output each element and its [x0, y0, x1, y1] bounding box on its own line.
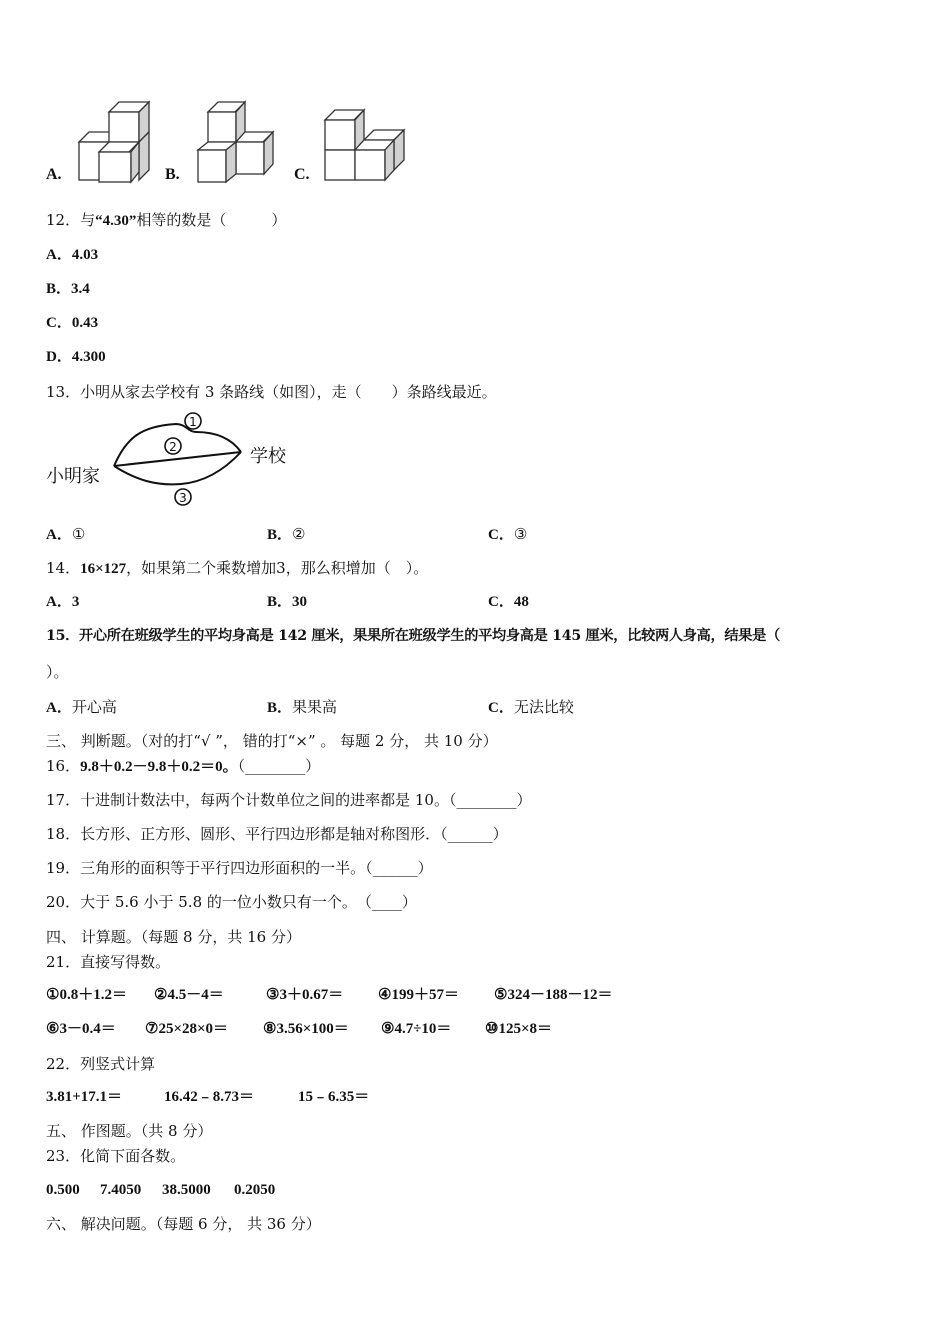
svg-text:3: 3	[179, 491, 187, 505]
section5-title: 五、 作图题。（共 8 分）	[46, 1122, 213, 1140]
q15-stem-line2: ）。	[46, 663, 69, 681]
q22-item-2: 16.42﹣8.73＝	[164, 1089, 255, 1105]
q12-option-a[interactable]: A．4.03	[46, 247, 99, 263]
q21-item-10: ⑩125×8＝	[485, 1021, 552, 1037]
q14-stem: 14．16×127，如果第二个乘数增加3，那么积增加（ ）。	[46, 559, 429, 577]
q23-number-3: 38.5000	[162, 1182, 211, 1198]
q21-stem: 21．直接写得数。	[46, 953, 171, 971]
q11-option-c-label: C.	[294, 166, 310, 183]
q15-option-c[interactable]: C．无法比较	[488, 698, 574, 716]
q18: 18．长方形、正方形、圆形、平行四边形都是轴对称图形．（______）	[46, 825, 508, 843]
q12-option-c[interactable]: C．0.43	[46, 315, 99, 331]
q12-option-b[interactable]: B．3.4	[46, 281, 90, 297]
q21-item-8: ⑧3.56×100＝	[263, 1021, 349, 1037]
section3-title: 三、 判断题。（对的打“√ ”， 错的打“×” 。 每题 2 分， 共 10 分）	[46, 732, 498, 750]
q14-option-b[interactable]: B．30	[267, 594, 308, 610]
svg-text:2: 2	[169, 440, 177, 454]
q15-stem-line1: 15．开心所在班级学生的平均身高是 142 厘米，果果所在班级学生的平均身高是 145 厘米，比较两人身高，结果是（	[46, 628, 780, 644]
home-label: 小明家	[46, 466, 100, 487]
q22-item-1: 3.81+17.1＝	[46, 1089, 123, 1105]
q14-option-c[interactable]: C．48	[488, 594, 529, 610]
q11-option-a-label: A.	[46, 166, 62, 183]
q14-option-a[interactable]: A．3	[46, 594, 80, 610]
q23-stem: 23．化简下面各数。	[46, 1147, 186, 1165]
cube-stack-c-image	[322, 100, 442, 190]
q19: 19．三角形的面积等于平行四边形面积的一半。（______）	[46, 859, 433, 877]
q20: 20．大于 5.6 小于 5.8 的一位小数只有一个。 （____）	[46, 893, 417, 911]
q12-option-d[interactable]: D．4.300	[46, 349, 106, 365]
q21-item-3: ③3＋0.67＝	[266, 987, 344, 1003]
routes-drawing	[46, 408, 306, 513]
q13-stem: 13．小明从家去学校有 3 条路线（如图），走（ ）条路线最近。	[46, 383, 497, 401]
q13-route-diagram	[46, 408, 306, 513]
q21-item-6: ⑥3－0.4＝	[46, 1021, 116, 1037]
q15-option-a[interactable]: A．开心高	[46, 698, 117, 716]
q22-stem: 22．列竖式计算	[46, 1055, 156, 1073]
q17: 17．十进制计数法中，每两个计数单位之间的进率都是 10。（________）	[46, 791, 532, 809]
q13-option-b[interactable]: B．②	[267, 525, 306, 543]
q19-answer-blank[interactable]: （______）	[365, 859, 433, 877]
q21-item-2: ②4.5－4＝	[154, 987, 224, 1003]
q13-option-a[interactable]: A．①	[46, 525, 86, 543]
q13-option-c[interactable]: C．③	[488, 525, 528, 543]
q21-item-5: ⑤324－188－12＝	[494, 987, 613, 1003]
q23-number-2: 7.4050	[100, 1182, 142, 1198]
q16-answer-blank[interactable]: （________）	[237, 757, 321, 775]
q21-item-7: ⑦25×28×0＝	[145, 1021, 229, 1037]
q21-item-4: ④199＋57＝	[378, 987, 459, 1003]
q15-option-b[interactable]: B．果果高	[267, 698, 338, 716]
q21-item-1: ①0.8＋1.2＝	[46, 987, 127, 1003]
q17-answer-blank[interactable]: （________）	[448, 791, 532, 809]
section6-title: 六、 解决问题。（每题 6 分， 共 36 分）	[46, 1215, 321, 1233]
q16: 16．9.8＋0.2－9.8＋0.2＝0。（________）	[46, 757, 321, 775]
svg-text:1: 1	[189, 415, 197, 429]
q18-answer-blank[interactable]: （______）	[440, 825, 508, 843]
q12-stem: 12．与“4.30”相等的数是（ ）	[46, 211, 287, 229]
q20-answer-blank[interactable]: （____）	[364, 893, 417, 911]
school-label: 学校	[250, 446, 286, 467]
section4-title: 四、 计算题。（每题 8 分，共 16 分）	[46, 928, 301, 946]
q23-number-4: 0.2050	[234, 1182, 276, 1198]
q22-item-3: 15﹣6.35＝	[298, 1089, 370, 1105]
q11-option-b-label: B.	[165, 166, 180, 183]
q23-number-1: 0.500	[46, 1182, 80, 1198]
q21-item-9: ⑨4.7÷10＝	[381, 1021, 452, 1037]
